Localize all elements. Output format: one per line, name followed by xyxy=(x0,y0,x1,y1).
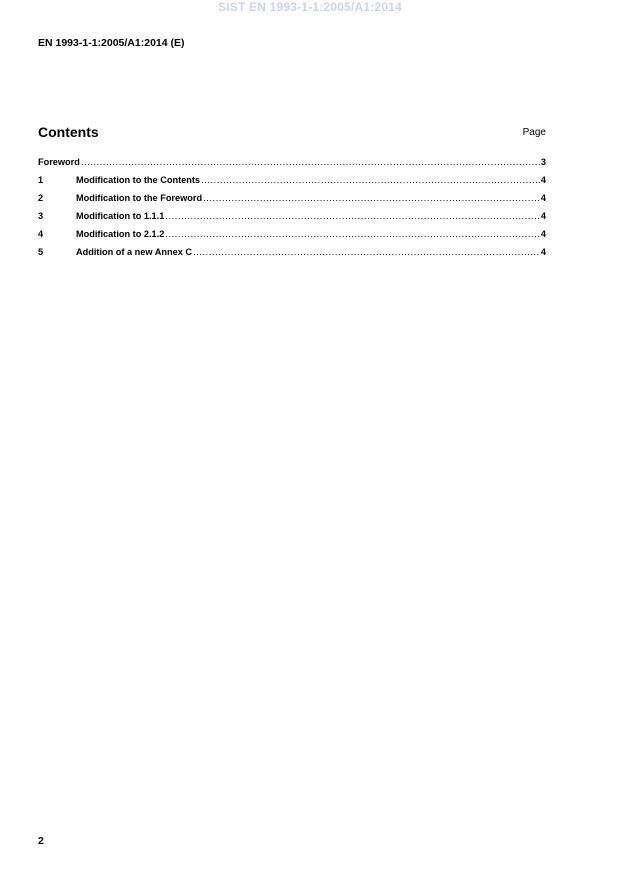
toc-entry-foreword[interactable] xyxy=(38,156,546,174)
page-number: 2 xyxy=(38,835,44,847)
toc-leader-dots xyxy=(193,246,540,258)
toc-list xyxy=(38,156,546,264)
toc-entry-1[interactable] xyxy=(38,174,546,192)
toc-entry-page: 3 xyxy=(540,157,546,167)
toc-title: Contents xyxy=(38,124,99,140)
toc-entry-4[interactable] xyxy=(38,228,546,246)
toc-heading-row xyxy=(38,124,546,142)
toc-entry-page: 4 xyxy=(540,247,546,257)
toc-leader-dots xyxy=(203,192,540,204)
toc-page-label: Page xyxy=(522,127,546,138)
toc-entry-label: Modification to 2.1.2 xyxy=(76,229,165,239)
toc-entry-label: Modification to the Foreword xyxy=(76,193,203,203)
toc-entry-2[interactable] xyxy=(38,192,546,210)
toc-entry-5[interactable] xyxy=(38,246,546,264)
document-header: EN 1993-1-1:2005/A1:2014 (E) xyxy=(38,37,185,49)
toc-entry-number: 4 xyxy=(38,229,44,239)
toc-entry-page: 4 xyxy=(540,193,546,203)
toc-entry-label: Modification to the Contents xyxy=(76,175,201,185)
toc-leader-dots xyxy=(81,156,540,168)
toc-entry-3[interactable] xyxy=(38,210,546,228)
toc-entry-page: 4 xyxy=(540,175,546,185)
toc-entry-label: Foreword xyxy=(38,157,80,167)
toc-entry-page: 4 xyxy=(540,211,546,221)
toc-entry-number: 1 xyxy=(38,175,44,185)
watermark: SIST EN 1993-1-1:2005/A1:2014 xyxy=(218,0,402,14)
toc-entry-number: 2 xyxy=(38,193,44,203)
toc-entry-number: 3 xyxy=(38,211,44,221)
toc-leader-dots xyxy=(165,210,540,222)
toc-entry-label: Modification to 1.1.1 xyxy=(76,211,165,221)
toc-entry-label: Addition of a new Annex C xyxy=(76,247,193,257)
toc-leader-dots xyxy=(201,174,540,186)
toc-leader-dots xyxy=(165,228,540,240)
toc-entry-number: 5 xyxy=(38,247,44,257)
toc-entry-page: 4 xyxy=(540,229,546,239)
